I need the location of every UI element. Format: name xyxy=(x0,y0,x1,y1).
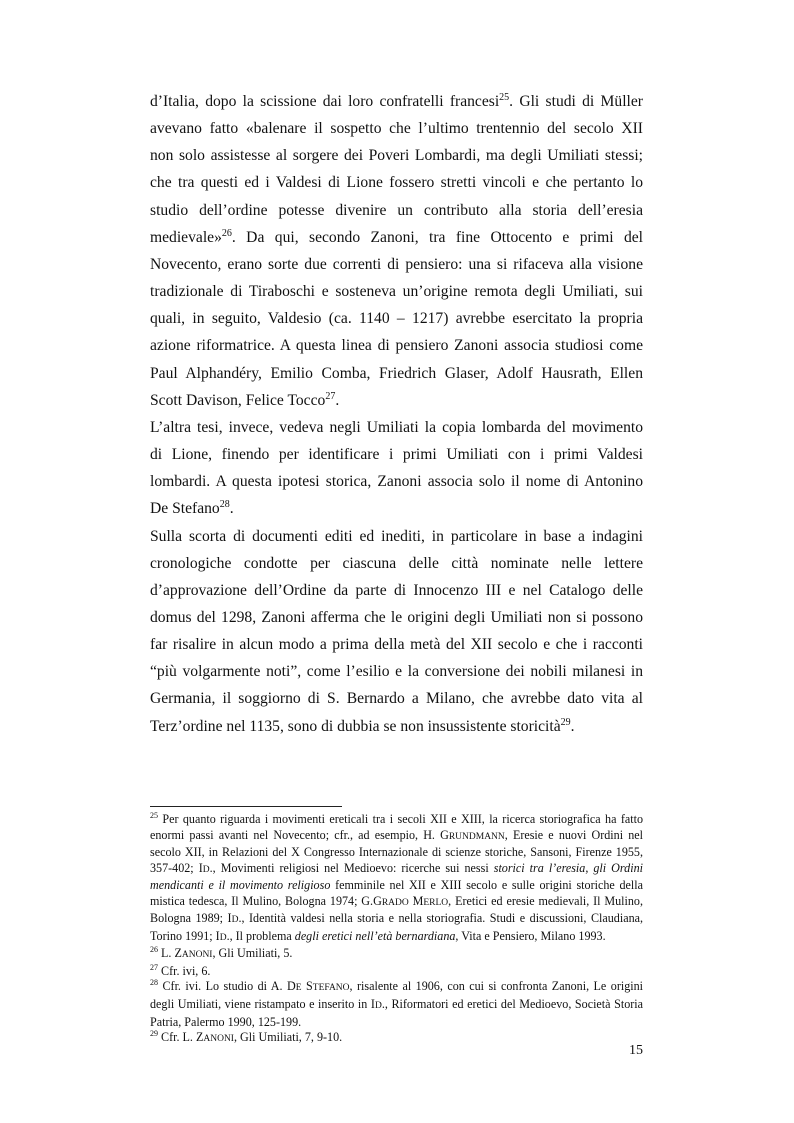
line-text-continued: . xyxy=(335,391,340,409)
footnote-number: 28 xyxy=(150,978,158,988)
text-line xyxy=(150,631,643,658)
footnote-text: ., Il problema xyxy=(226,928,295,943)
line-text-continued: . Da qui, secondo Zanoni, tra fine Ottocento e primi del xyxy=(231,228,643,246)
text-line xyxy=(150,495,643,522)
footnote-text: M xyxy=(408,893,424,908)
footnote-number: 26 xyxy=(150,945,158,955)
footnote xyxy=(150,979,643,1030)
line-text: azione riformatrice. A questa linea di pensiero Zanoni associa studiosi come xyxy=(150,337,643,355)
footnote-text: femminile nel XII e XIII secolo e sulle origini storiche della mistica tedesca, Il Mulino, Bologna 1974; G.G xyxy=(150,878,643,908)
footnote xyxy=(150,1030,643,1048)
footnote-reference[interactable]: 29 xyxy=(560,716,571,728)
footnote-reference[interactable]: 28 xyxy=(219,499,230,511)
footnote-text: ERLO xyxy=(423,897,449,908)
text-line xyxy=(150,387,643,414)
line-text-continued: . xyxy=(570,717,575,735)
line-text: quali, in seguito, Valdesio (ca. 1140 – 1217) avrebbe esercitato la propria xyxy=(150,310,643,328)
footnote-text: , Eresie e nuovi Ordini nel secolo XII, in Relazioni del X Congresso Internazionale di scienze storiche, Sansoni, Firenze 1955, 357-402; I xyxy=(150,827,643,875)
line-text: tradizionale di Tiraboschi e sosteneva un’origine remota degli Umiliati, sui xyxy=(150,283,643,301)
text-line xyxy=(150,523,643,550)
footnote xyxy=(150,964,643,980)
line-text: d’approvazione dell’Ordine da parte di Innocenzo III e nel Catalogo delle xyxy=(150,581,643,599)
footnote-number: 27 xyxy=(150,962,158,972)
text-line xyxy=(150,305,643,332)
footnote-text: ANONI xyxy=(181,950,213,961)
text-line xyxy=(150,115,643,142)
footnote-text: D xyxy=(202,864,210,875)
footnote xyxy=(150,812,643,946)
line-text: studio dell’ordine potesse divenire un contributo alla storia dell’eresia xyxy=(150,201,643,219)
footnote-number: 29 xyxy=(150,1029,158,1039)
text-line xyxy=(150,550,643,577)
text-line xyxy=(150,197,643,224)
footnote-text: storici tra l’eresia, gli Ordini mendicanti e il movimento religioso xyxy=(150,860,643,893)
footnote-text: RUNDMANN xyxy=(448,831,505,842)
text-line xyxy=(150,713,643,740)
footnote-reference[interactable]: 27 xyxy=(325,390,336,402)
line-text: “più volgarmente noti”, come l’esilio e la conversione dei nobili milanesi in xyxy=(150,663,643,681)
footnote-text: , Gli Umiliati, 7, 9-10. xyxy=(233,1030,343,1045)
text-line xyxy=(150,468,643,495)
footnote-text: Cfr. ivi, 6. xyxy=(161,963,211,978)
line-text: L’altra tesi, invece, vedeva negli Umiliati la copia lombarda del movimento xyxy=(150,418,643,436)
footnote-divider xyxy=(150,806,342,807)
footnote-reference[interactable]: 25 xyxy=(499,91,510,103)
text-line xyxy=(150,441,643,468)
line-text: di Lione, finendo per identificare i primi Umiliati con i primi Valdesi xyxy=(150,446,643,464)
footnote-text: ., Riformatori ed eretici del Medioevo, Società Storia Patria, Palermo 1990, 125-199. xyxy=(150,997,643,1029)
text-line xyxy=(150,224,643,251)
line-text: che tra questi ed i Valdesi di Lione fossero stretti vincoli e che pertanto lo xyxy=(150,174,643,192)
main-text xyxy=(150,88,643,740)
line-text: lombardi. A questa ipotesi storica, Zanoni associa solo il nome di Antonino xyxy=(150,473,643,491)
text-line xyxy=(150,604,643,631)
line-text: domus del 1298, Zanoni afferma che le origini degli Umiliati non si possono xyxy=(150,608,643,626)
footnotes xyxy=(150,812,643,1048)
footnote-text: Per quanto riguarda i movimenti ereticali tra i secoli XII e XIII, la ricerca storiografica ha fatto enormi passi avanti nel Novecento; cfr., ad esempio, H. G xyxy=(150,812,643,842)
footnote-text: ANONI xyxy=(203,1034,234,1045)
footnote-text: Cfr. L. Z xyxy=(161,1030,204,1045)
footnote-number: 25 xyxy=(150,810,158,820)
line-text: far risalire in alcun modo a prima della metà del XII secolo e che i racconti xyxy=(150,636,643,654)
footnote xyxy=(150,946,643,964)
footnote-text: Cfr. ivi. Lo studio di A. D xyxy=(162,979,296,994)
text-line xyxy=(150,251,643,278)
footnote-text: , Eretici ed eresie medievali, Il Mulino, Bologna 1989; I xyxy=(150,893,643,926)
text-line xyxy=(150,577,643,604)
line-text: De Stefano xyxy=(150,500,220,518)
line-text: avevano fatto «balenare il sospetto che l’ultimo trentennio del secolo XII xyxy=(150,120,643,138)
line-text: d’Italia, dopo la scissione dai loro confratelli francesi xyxy=(150,93,500,110)
line-text: Terz’ordine nel 1135, sono di dubbia se non insussistente storicità xyxy=(150,717,561,735)
line-text: Paul Alphandéry, Emilio Comba, Friedrich Glaser, Adolf Hausrath, Ellen xyxy=(150,364,643,382)
footnote-text: TEFANO xyxy=(312,983,350,994)
line-text: cronologiche condotte per ciascuna delle città nominate nelle lettere xyxy=(150,554,643,572)
footnote-text: , risalente al 1906, con cui si confronta Zanoni, Le origini degli Umiliati, viene ristampato e inserito in I xyxy=(150,979,644,1012)
footnote-text: S xyxy=(301,979,313,994)
text-line xyxy=(150,142,643,169)
footnote-text: E xyxy=(295,983,302,994)
footnote-reference[interactable]: 26 xyxy=(221,227,232,239)
footnote-text: D xyxy=(231,915,239,926)
line-text: Novecento, erano sorte due correnti di pensiero: una si rifaceva alla visione xyxy=(150,255,643,273)
text-line xyxy=(150,685,643,712)
footnote-text: ., Identità valdesi nella storia e nella storiografia. Studi e discussioni, Claudiana, Torino 1991; I xyxy=(150,911,644,943)
text-line xyxy=(150,332,643,359)
footnote-text: D xyxy=(219,932,227,943)
text-line xyxy=(150,278,643,305)
line-text: Scott Davison, Felice Tocco xyxy=(150,391,326,409)
text-line xyxy=(150,360,643,387)
footnote-text: RADO xyxy=(381,897,409,908)
footnote-text: ., Movimenti religiosi nel Medioevo: ricerche sui nessi xyxy=(209,860,494,875)
text-line xyxy=(150,414,643,441)
line-text: medievale» xyxy=(150,228,222,246)
line-text-continued: . Gli studi di Müller xyxy=(509,93,643,110)
footnote-text: , Vita e Pensiero, Milano 1993. xyxy=(455,928,606,943)
text-line xyxy=(150,88,643,115)
footnote-text: L. Z xyxy=(161,946,182,961)
line-text: Sulla scorta di documenti editi ed inediti, in particolare in base a indagini xyxy=(150,527,643,545)
footnote-text: , Gli Umiliati, 5. xyxy=(212,946,293,961)
footnote-text: degli eretici nell’età bernardiana xyxy=(294,928,456,943)
line-text-continued: . xyxy=(229,500,234,518)
text-line xyxy=(150,169,643,196)
footnote-text: D xyxy=(374,1001,382,1012)
line-text: non solo assistesse al sorgere dei Poveri Lombardi, ma degli Umiliati stessi; xyxy=(150,147,643,165)
page-number: 15 xyxy=(629,1043,643,1058)
text-line xyxy=(150,658,643,685)
line-text: Germania, il soggiorno di S. Bernardo a Milano, che avrebbe dato vita al xyxy=(150,690,643,708)
